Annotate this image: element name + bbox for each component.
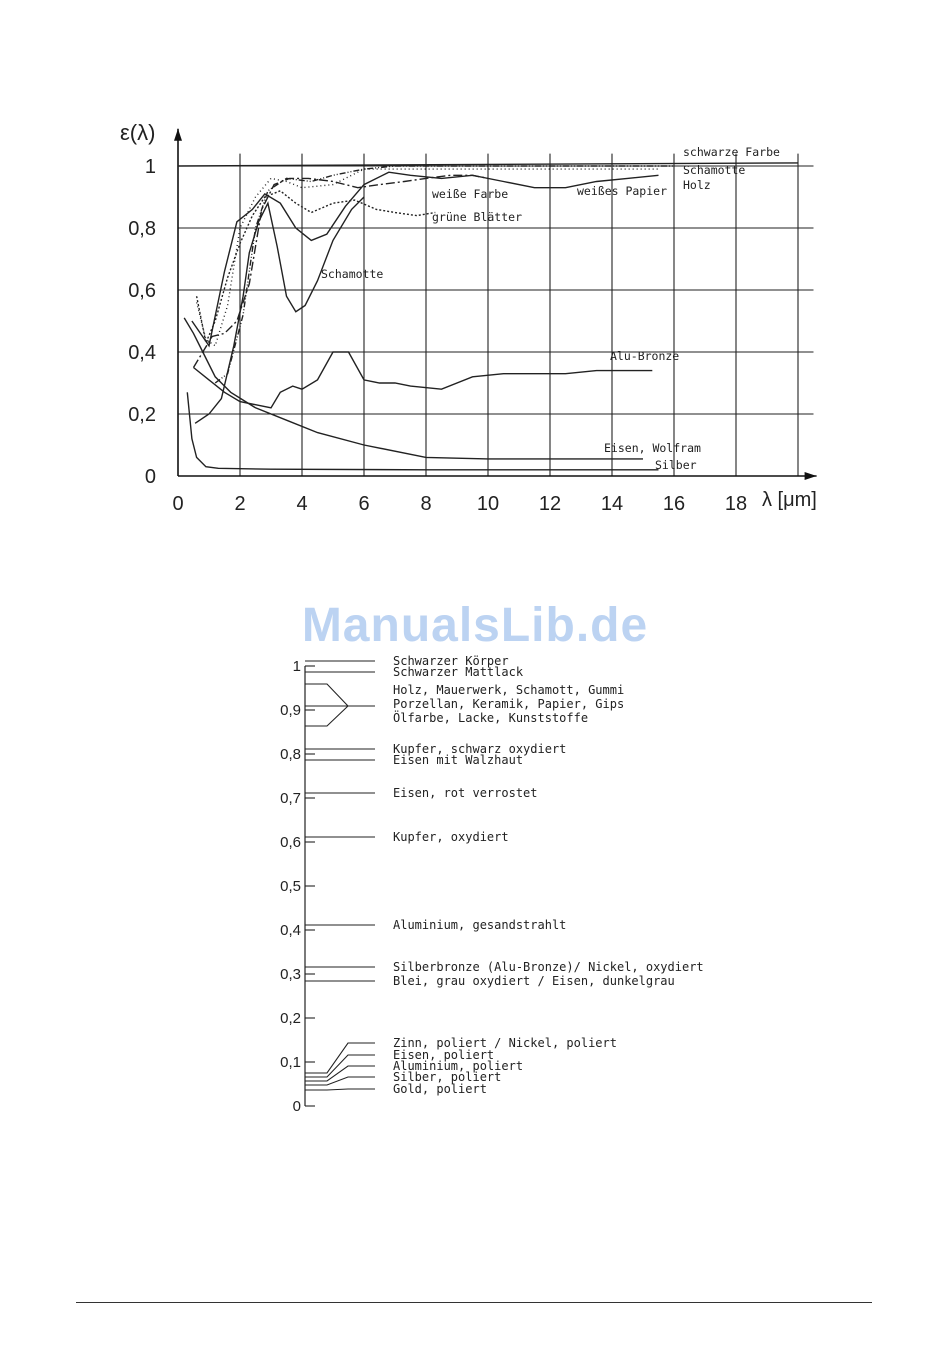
series-label: Eisen, Wolfram bbox=[604, 441, 701, 455]
series-label: Alu-Bronze bbox=[610, 349, 680, 363]
scale-entry-label: Silberbronze (Alu-Bronze)/ Nickel, oxydiert bbox=[393, 960, 704, 974]
x-tick-label: 16 bbox=[662, 493, 686, 515]
x-tick-label: 4 bbox=[296, 493, 308, 515]
scale-tick-label: 0,2 bbox=[280, 1010, 301, 1027]
series-label: weiße Farbe bbox=[432, 187, 509, 201]
series-label: weißes Papier bbox=[577, 184, 668, 198]
series-label: Schamotte bbox=[321, 267, 384, 281]
series-line bbox=[192, 172, 659, 346]
series-line bbox=[187, 392, 658, 470]
scale-entries bbox=[305, 654, 704, 1096]
scale-entry-label: Holz, Mauerwerk, Schamott, Gummi bbox=[393, 683, 625, 697]
scale-tick-label: 0,8 bbox=[280, 746, 301, 763]
y-tick-label: 0,8 bbox=[128, 218, 156, 240]
footer-rule bbox=[76, 1302, 872, 1303]
scale-tick-label: 1 bbox=[292, 658, 301, 675]
chart-grid bbox=[174, 129, 817, 480]
y-tick-label: 0,2 bbox=[128, 404, 156, 426]
watermark: ManualsLib.de bbox=[301, 599, 649, 652]
scale-tick-label: 0,7 bbox=[280, 790, 301, 807]
scale-entry-label: Aluminium, poliert bbox=[393, 1059, 524, 1073]
series-label: Schamotte bbox=[683, 163, 746, 177]
x-tick-label: 14 bbox=[600, 493, 624, 515]
scale-tick-label: 0,5 bbox=[280, 878, 301, 895]
scale-tick-label: 0,1 bbox=[280, 1054, 301, 1071]
y-axis-label: ε(λ) bbox=[120, 120, 156, 145]
scale-entry-label: Aluminium, gesandstrahlt bbox=[393, 918, 567, 932]
scale-entry-label: Eisen mit Walzhaut bbox=[393, 753, 524, 767]
y-tick-label: 0,6 bbox=[128, 280, 156, 302]
x-tick-label: 10 bbox=[476, 493, 500, 515]
scale-entry-label: Blei, grau oxydiert / Eisen, dunkelgrau bbox=[393, 974, 675, 988]
series-line bbox=[194, 352, 653, 408]
scale-entry-line bbox=[305, 1043, 375, 1073]
scale-tick-label: 0,4 bbox=[280, 922, 301, 939]
x-tick-label: 18 bbox=[724, 493, 748, 515]
scale-entry-label: Gold, poliert bbox=[393, 1082, 487, 1096]
scale-entry-label: Porzellan, Keramik, Papier, Gips bbox=[393, 697, 625, 711]
scale-entry-label: Eisen, rot verrostet bbox=[393, 786, 538, 800]
x-axis-label: λ [μm] bbox=[762, 489, 817, 511]
scale-entry-label: Kupfer, schwarz oxydiert bbox=[393, 742, 567, 756]
x-tick-label: 6 bbox=[358, 493, 370, 515]
series-line bbox=[184, 318, 643, 459]
x-axis-arrow bbox=[805, 472, 817, 480]
y-tick-label: 1 bbox=[144, 156, 156, 178]
scale-tick-label: 0,9 bbox=[280, 702, 301, 719]
scale-entry-label: Schwarzer Mattlack bbox=[393, 665, 524, 679]
series-label: Silber bbox=[655, 458, 697, 472]
scale-entry-label: Schwarzer Körper bbox=[393, 654, 509, 668]
scale-entry-label: Silber, poliert bbox=[393, 1070, 502, 1084]
series-line bbox=[197, 191, 436, 343]
x-tick-label: 0 bbox=[172, 493, 184, 515]
scale-entry-line bbox=[305, 706, 348, 726]
series-label: grüne Blätter bbox=[432, 210, 523, 224]
series-label: Holz bbox=[683, 178, 711, 192]
scale-entry-line bbox=[305, 684, 348, 706]
scale-entry-label: Eisen, poliert bbox=[393, 1048, 495, 1062]
x-tick-label: 8 bbox=[420, 493, 432, 515]
x-tick-label: 2 bbox=[234, 493, 246, 515]
scale-entry-label: Kupfer, oxydiert bbox=[393, 830, 509, 844]
scale-entry-label: Zinn, poliert / Nickel, poliert bbox=[393, 1036, 617, 1050]
scale-entry-line bbox=[305, 1089, 375, 1090]
y-axis-arrow bbox=[174, 129, 182, 141]
scale-tick-label: 0 bbox=[292, 1098, 301, 1115]
emissivity-scale-chart bbox=[0, 640, 950, 1120]
scale-tick-label: 0,3 bbox=[280, 966, 301, 983]
emissivity-spectrum-chart bbox=[0, 0, 950, 560]
y-tick-label: 0,4 bbox=[128, 342, 156, 364]
series-label: schwarze Farbe bbox=[683, 145, 780, 159]
scale-tick-label: 0,6 bbox=[280, 834, 301, 851]
x-tick-label: 12 bbox=[538, 493, 562, 515]
scale-entry-label: Ölfarbe, Lacke, Kunststoffe bbox=[393, 711, 589, 725]
y-tick-label: 0 bbox=[144, 466, 156, 488]
